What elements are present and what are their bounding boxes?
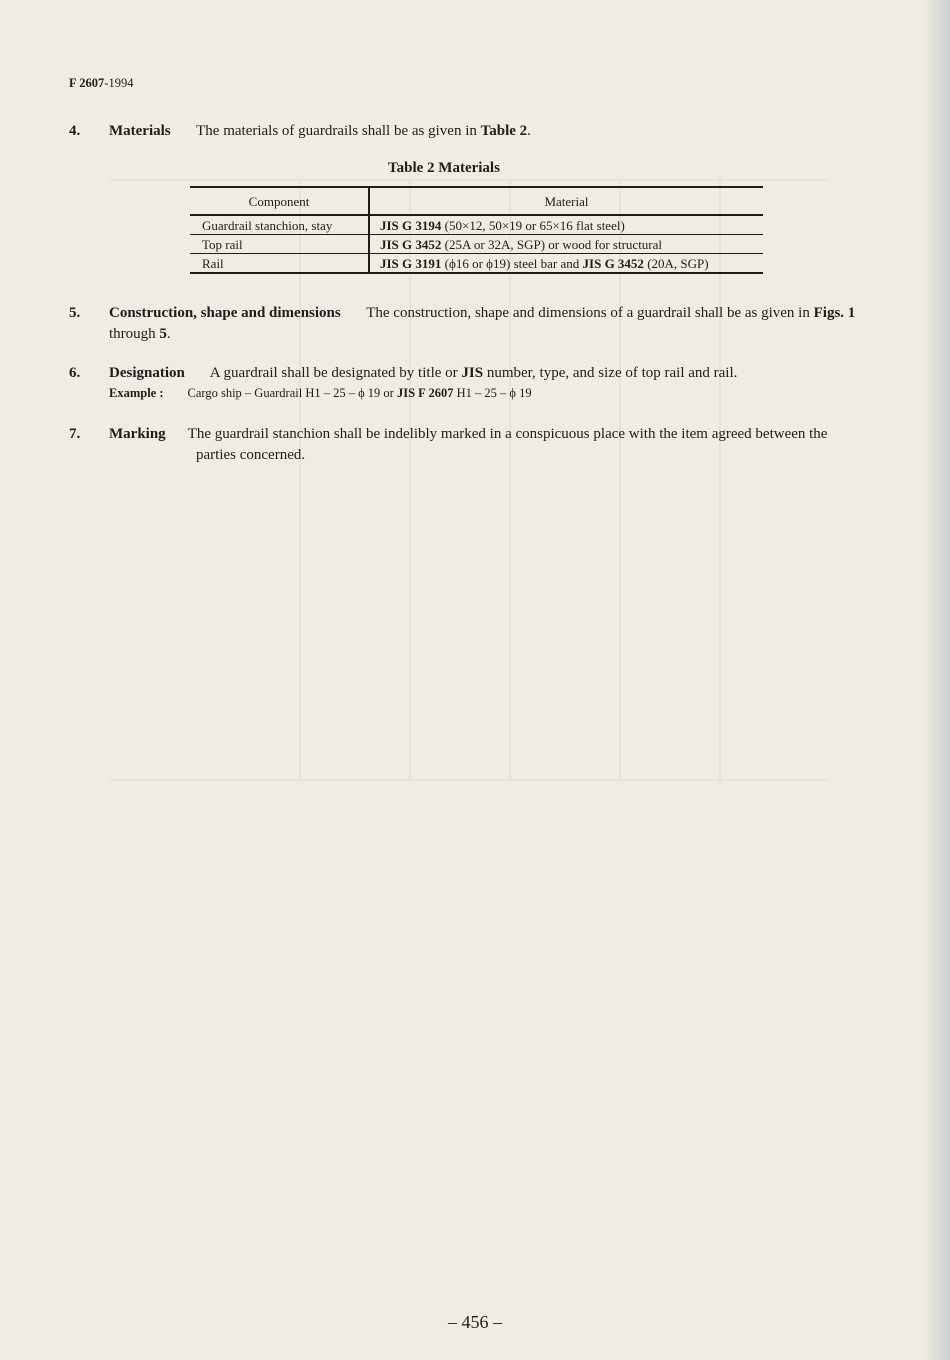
section-5-fig-5-ref: 5 bbox=[159, 326, 167, 342]
table-2-caption: Table 2 Materials bbox=[388, 160, 500, 176]
section-4-number: 4. bbox=[69, 123, 81, 139]
section-5-text-c: . bbox=[166, 326, 171, 342]
header-material: Material bbox=[369, 187, 763, 215]
section-6-text-b: number, type, and size of top rail and rail. bbox=[483, 365, 738, 381]
header-component: Component bbox=[190, 187, 369, 215]
section-4-table-ref: Table 2 bbox=[480, 123, 528, 139]
cell-component: Top rail bbox=[190, 235, 369, 254]
page-number: – 456 – bbox=[448, 1312, 502, 1332]
section-5-figs-ref: Figs. 1 bbox=[813, 305, 856, 321]
section-7-number: 7. bbox=[69, 426, 81, 442]
section-7-text: The guardrail stanchion shall be indelibly marked in a conspicuous place with the item agreed between the parties concerned. bbox=[187, 426, 828, 463]
section-6-text-a: A guardrail shall be designated by title or bbox=[209, 365, 462, 381]
section-4-title: Materials bbox=[109, 123, 171, 139]
table-row bbox=[190, 215, 763, 235]
cell-component: Rail bbox=[190, 254, 369, 274]
cell-material bbox=[369, 215, 763, 235]
section-6-title: Designation bbox=[109, 365, 185, 381]
material-detail: (ϕ16 or ϕ19) steel bar and bbox=[441, 255, 583, 271]
section-4 bbox=[69, 121, 859, 142]
section-6-jis-ref: JIS bbox=[461, 365, 484, 381]
section-5-number: 5. bbox=[69, 305, 81, 321]
section-5 bbox=[69, 303, 859, 345]
cell-material bbox=[369, 235, 763, 254]
example-jis-ref: JIS F 2607 bbox=[396, 386, 454, 400]
section-6 bbox=[69, 363, 859, 384]
cell-material bbox=[369, 254, 763, 274]
document-code bbox=[69, 76, 133, 91]
section-7 bbox=[69, 424, 859, 466]
section-6-number: 6. bbox=[69, 365, 81, 381]
material-standard: JIS G 3194 bbox=[380, 217, 442, 233]
section-4-text-a: The materials of guardrails shall be as given in bbox=[196, 123, 481, 139]
table-row bbox=[190, 254, 763, 274]
material-detail-2: (20A, SGP) bbox=[643, 255, 709, 271]
material-standard: JIS G 3452 bbox=[380, 236, 442, 252]
designation-example bbox=[109, 386, 532, 401]
section-5-text-a: The construction, shape and dimensions of a guardrail shall be as given in bbox=[366, 305, 814, 321]
section-4-text-b: . bbox=[527, 123, 531, 139]
section-5-text-b: through bbox=[109, 326, 160, 342]
material-detail: (25A or 32A, SGP) or wood for structural bbox=[441, 236, 663, 252]
table-header-row bbox=[190, 187, 763, 215]
document-code-number: F 2607 bbox=[69, 76, 105, 90]
table-row bbox=[190, 235, 763, 254]
material-detail: (50×12, 50×19 or 65×16 flat steel) bbox=[441, 217, 625, 233]
material-standard: JIS G 3191 bbox=[380, 255, 442, 271]
section-5-title: Construction, shape and dimensions bbox=[109, 305, 341, 321]
example-text-a: Cargo ship – Guardrail H1 – 25 – ϕ 19 or bbox=[187, 386, 397, 400]
page-edge-shadow bbox=[922, 0, 950, 1360]
example-label: Example : bbox=[109, 386, 164, 400]
section-7-title: Marking bbox=[109, 426, 166, 442]
cell-component: Guardrail stanchion, stay bbox=[190, 215, 369, 235]
document-code-year: -1994 bbox=[104, 76, 134, 90]
material-standard-2: JIS G 3452 bbox=[582, 255, 644, 271]
materials-table bbox=[190, 186, 763, 274]
example-text-b: H1 – 25 – ϕ 19 bbox=[453, 386, 532, 400]
